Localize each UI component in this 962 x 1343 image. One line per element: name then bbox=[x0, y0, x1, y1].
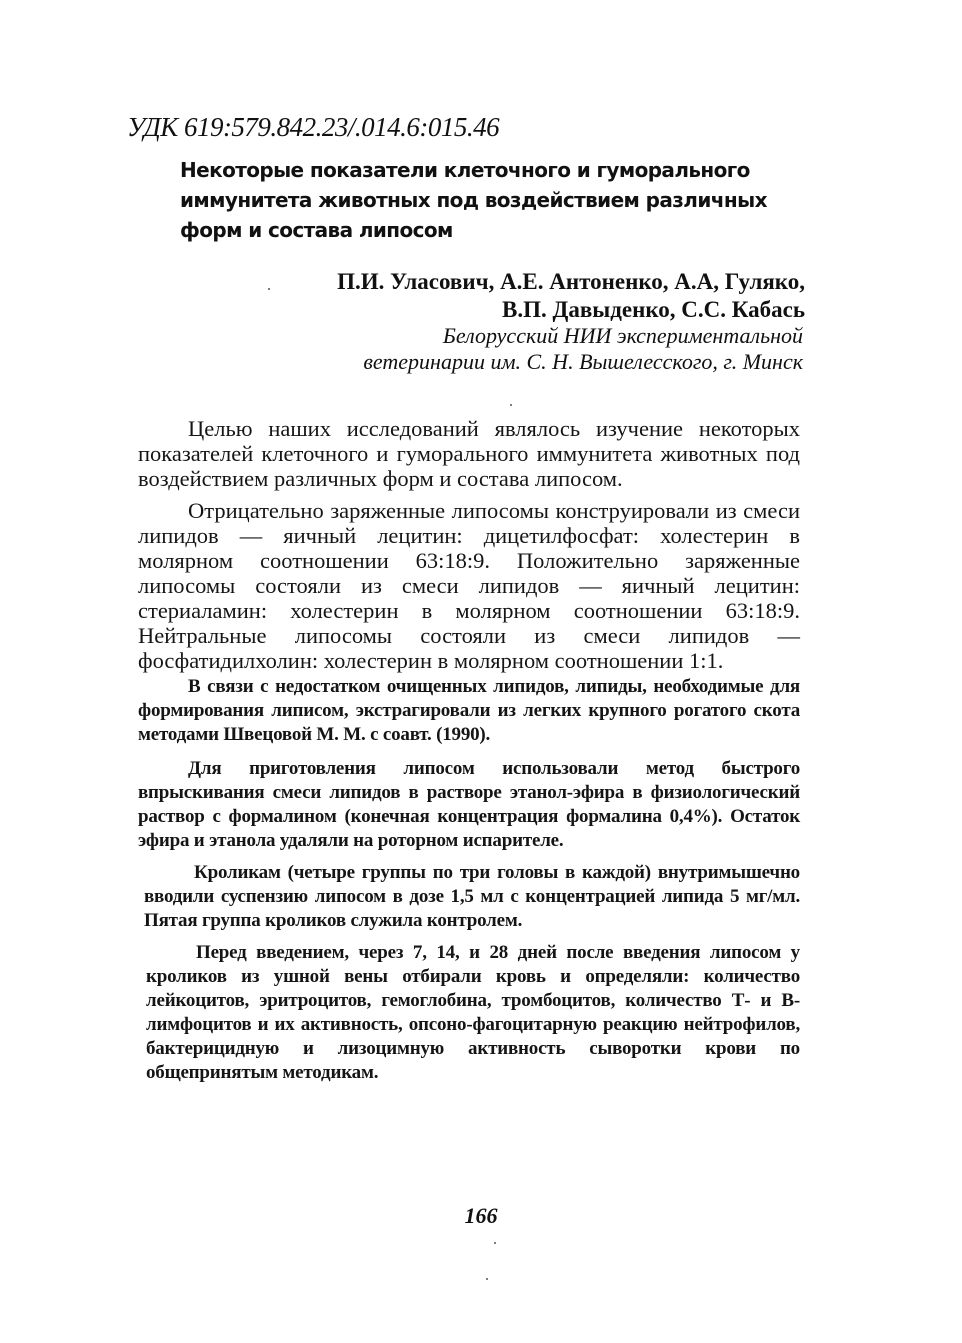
paragraph-lipid-extraction: В связи с недостатком очищенных липидов, липиды, необходимые для формирования липисом, экстрагировали из легких крупного рогатого скота методами Швецовой М. М. с соавт. (1990). bbox=[138, 676, 800, 745]
authors bbox=[337, 268, 805, 324]
scan-speck bbox=[510, 404, 512, 406]
scan-speck bbox=[268, 288, 270, 290]
page-number: 166 bbox=[464, 1203, 498, 1228]
scan-speck bbox=[494, 1242, 496, 1244]
affiliation bbox=[363, 323, 803, 375]
title-line: форм и состава липосом bbox=[180, 218, 453, 242]
affiliation-line: Белорусский НИИ экспериментальной bbox=[442, 323, 803, 348]
affiliation-line: ветеринарии им. С. Н. Вышелесского, г. Минск bbox=[363, 349, 803, 374]
paragraph-rabbit-groups: Кроликам (четыре группы по три головы в каждой) внутримышечно вводили суспензию липосом в дозе 1,5 мл с концентрацией липида 5 мг/мл. Пятая группа кроликов служила контролем. bbox=[144, 862, 800, 931]
authors-line: П.И. Уласович, А.Е. Антоненко, А.А, Гуляко, bbox=[337, 269, 805, 294]
paragraph-blood-sampling: Перед введением, через 7, 14, и 28 дней после введения липосом у кроликов из ушной вены отбирали кровь и определяли: количество лейкоцитов, эритроцитов, гемоглобина, тромбоцитов, количество Т- и В-лимфоцитов и их активность, опсоно-фагоцитарную реакцию нейтрофилов, бактерицидную и лизоцимную активность сыворотки крови по общепринятым методикам. bbox=[146, 942, 800, 1083]
title-line: иммунитета животных под воздействием различных bbox=[180, 188, 767, 212]
paragraph-aim: Целью наших исследований являлось изучение некоторых показателей клеточного и гуморального иммунитета животных под воздействием различных форм и состава липосом. bbox=[138, 416, 800, 491]
title-line: Некоторые показатели клеточного и гуморального bbox=[180, 158, 750, 182]
authors-line: В.П. Давыденко, С.С. Кабась bbox=[502, 297, 805, 322]
paragraph-liposome-composition: Отрицательно заряженные липосомы конструировали из смеси липидов — яичный лецитин: дицетилфосфат: холестерин в молярном соотношении 63:18:9. Положительно заряженные липосомы состояли из смеси липидов — яичный лецитин: стериаламин: холестерин в молярном соотношении 63:18:9. Нейтральные липосомы состояли из смеси липидов — фосфатидилхолин: холестерин в молярном соотношении 1:1. bbox=[138, 498, 800, 673]
article-body bbox=[138, 416, 800, 1085]
scan-speck bbox=[486, 1278, 488, 1280]
paragraph-preparation-method: Для приготовления липосом использовали метод быстрого впрыскивания смеси липидов в растворе этанол-эфира в физиологический раствор с формалином (конечная концентрация формалина 0,4%). Остаток эфира и этанола удаляли на роторном испарителе. bbox=[138, 758, 800, 851]
udc-code: УДК 619:579.842.23/.014.6:015.46 bbox=[127, 112, 500, 142]
article-title bbox=[180, 155, 800, 245]
